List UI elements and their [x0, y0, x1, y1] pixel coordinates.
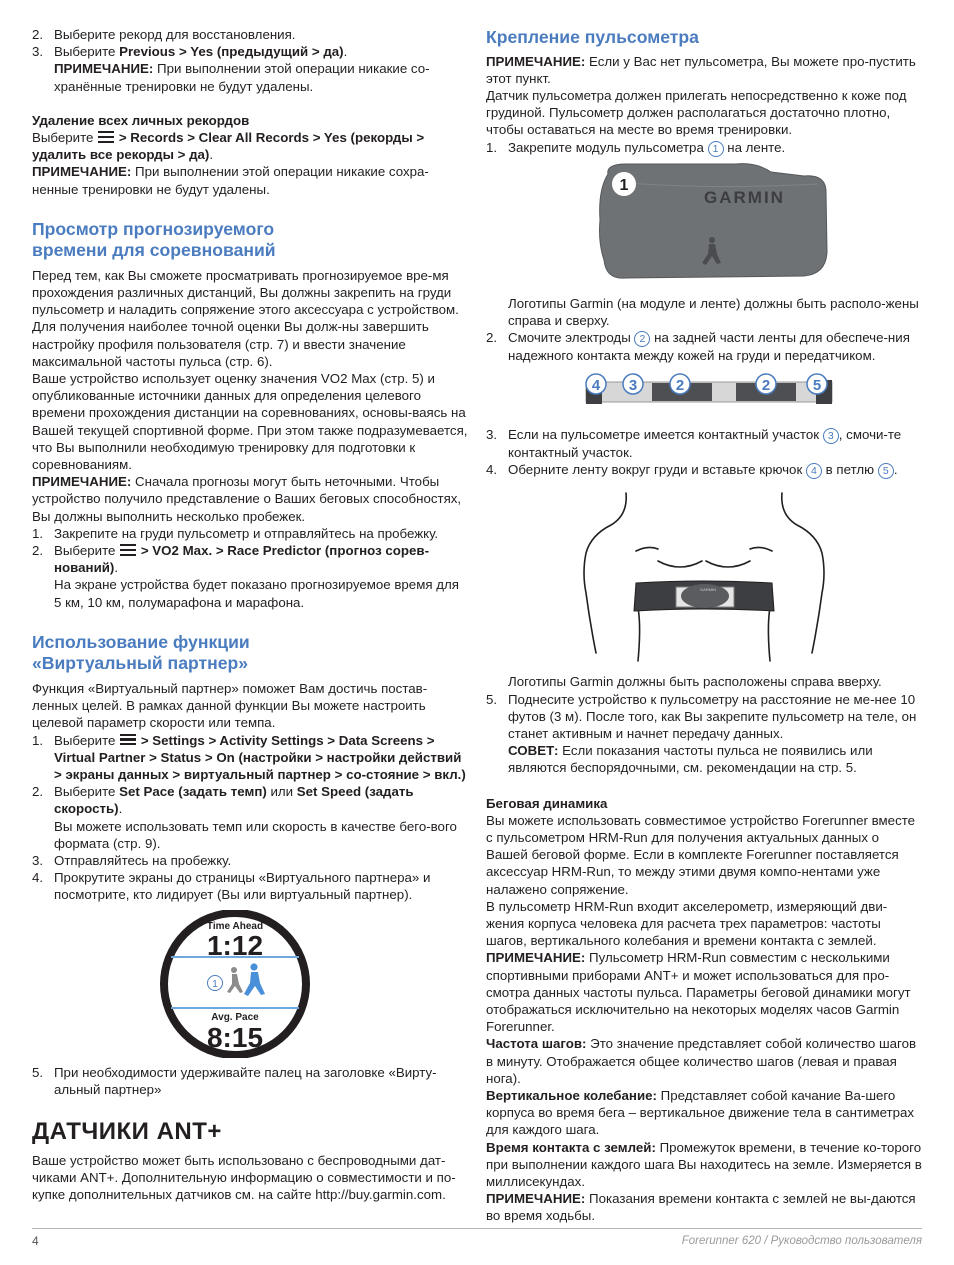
strap-figure [486, 368, 924, 418]
callout-number: 1 [619, 176, 629, 194]
step-text: Выберите [54, 784, 120, 800]
note-text: Если у Вас нет пульсометра, Вы можете про-пустить этот пункт. [486, 53, 916, 86]
callout-4: 4 [806, 463, 822, 479]
svg-text:5: 5 [812, 377, 822, 395]
hrm-steps [486, 139, 924, 157]
list-item [486, 426, 924, 461]
title-line: Использование функции [32, 631, 250, 652]
step-number: 2. [32, 543, 44, 559]
note-label: ПРИМЕЧАНИЕ: [486, 1191, 586, 1207]
step-number: 2. [32, 784, 44, 800]
paragraph: Перед тем, как Вы сможете просматривать прогнозируемое вре-мя прохождения различных дистанций, Вы должны закрепить на груди пульсометр и наладить сопряжение этого аксессуара с устройством. Для получения наиболее точной оценки Вы долж-ны завершить настройку профиля пользователя (стр. 7) и ввести значение максимальной частоты пульса (стр. 6). [32, 267, 459, 369]
menu-icon [97, 131, 115, 143]
section-title [32, 219, 468, 262]
watch-bottom-value: 8:15 [206, 1021, 264, 1053]
race-steps [32, 525, 468, 611]
note-label: ПРИМЕЧАНИЕ: [54, 61, 154, 77]
step-number: 4. [32, 870, 44, 886]
title-line: Просмотр прогнозируемого [32, 218, 275, 239]
hrm-steps-3 [486, 426, 924, 479]
step-text: Выберите [54, 732, 120, 748]
step-number: 2. [486, 329, 498, 345]
step-text: или [266, 784, 297, 800]
strap-garmin-logo: GARMIN [700, 587, 716, 593]
note-text: Показания времени контакта с землей не вы-даются во время ходьбы. [486, 1191, 916, 1224]
menu-path: Set Speed (задать скорость) [54, 784, 414, 817]
page-footer [32, 1228, 922, 1248]
left-column [32, 26, 468, 1204]
step-number: 2. [32, 27, 44, 42]
hrm-steps-4 [486, 691, 924, 777]
caption: Логотипы Garmin (на модуле и ленте) должны быть располо-жены справа и сверху. [508, 295, 919, 328]
note-text: При выполнении этой операции никакие со-хранённые тренировки не будут удалены. [54, 61, 430, 94]
paragraph [32, 129, 468, 163]
list-item [486, 329, 924, 364]
step-number: 5. [32, 1064, 44, 1080]
step-text: . [343, 44, 348, 60]
menu-path: Previous > Yes (предыдущий > да) [119, 44, 344, 60]
page-number: 4 [32, 1234, 39, 1248]
step-number: 3. [32, 852, 44, 868]
step-number: 3. [486, 427, 498, 443]
step-text: . [114, 560, 119, 576]
callout-5: 5 [878, 463, 894, 479]
step-text: Закрепите модуль пульсометра [508, 139, 708, 155]
menu-path: Set Pace (задать темп) [119, 784, 267, 800]
definition-cadence [486, 1035, 924, 1087]
step-subtext: На экране устройства будет показано прогнозируемое время для 5 км, 10 км, полумарафона и марафона. [54, 577, 459, 610]
caption: Логотипы Garmin должны быть расположены справа вверху. [508, 674, 882, 690]
step-text: . [893, 462, 898, 478]
menu-path: > Settings > Activity Settings > Data Screens > Virtual Partner > Status > On (настройки > настройки действий > экраны данных > виртуальный партнер > со-стояние > вкл.) [54, 732, 466, 782]
note [32, 473, 468, 525]
step-text: Выберите [54, 543, 120, 559]
list-item [32, 869, 468, 903]
menu-icon [119, 734, 137, 746]
step-text: При необходимости удерживайте палец на заголовке «Вирту-альный партнер» [54, 1064, 437, 1097]
definition: Это значение представляет собой количество шагов в минуту. Отображается общее количество шагов (левая и правая нога). [486, 1036, 917, 1086]
list-item [32, 43, 468, 95]
list-item [32, 26, 468, 43]
definition: Представляет собой качание Ва-шего корпуса во время бега – вертикальное движение тела в сантиметрах для каждого шага. [486, 1088, 915, 1138]
vp-steps [32, 732, 468, 904]
footer-title: Forerunner 620 / Руководство пользователя [681, 1235, 922, 1247]
callout-3: 3 [823, 428, 839, 444]
paragraph: Ваше устройство может быть использовано с беспроводными дат-чиками ANT+. Дополнительную информацию о совместимости и по-купке дополнительных датчиков см. на сайте http://buy.garmin.com. [32, 1152, 456, 1203]
step-text: на задней части ленты для обеспече-ния надежного контакта между кожей на груди и передатчиком. [508, 329, 910, 363]
step-text: Прокрутите экраны до страницы «Виртуального партнера» и посмотрите, кто лидирует (Вы или виртуальный партнер). [54, 870, 431, 903]
step-text: , смочи-те контактный участок. [508, 427, 902, 461]
step-text: Выберите [54, 44, 120, 60]
step-text: Если на пульсометре имеется контактный участок [508, 427, 823, 443]
step-text: Оберните ленту вокруг груди и вставьте крючок [508, 462, 806, 478]
note-label: ПРИМЕЧАНИЕ: [486, 53, 586, 69]
strap-callout-3 [623, 374, 643, 394]
svg-text:4: 4 [591, 377, 601, 395]
note-label: ПРИМЕЧАНИЕ: [32, 474, 132, 490]
strap-callout-4 [586, 374, 606, 394]
paragraph: Вы можете использовать совместимое устройство Forerunner вместе с пульсометром HRM-Run для получения актуальных данных о Вашей беговой форме. Если в комплекте Forerunner поставляется аксессуар HRM-Run, то между этими двумя компо-нентами уже налажено сопряжение. [486, 812, 916, 897]
section-title: Крепление пульсометра [486, 27, 699, 47]
step-text: в петлю [821, 462, 878, 478]
note [486, 53, 924, 87]
note-text: Сначала прогнозы могут быть неточными. Чтобы устройство получило представление о Ваших беговых способностях, Вы должны выполнить несколько пробежек. [32, 474, 462, 524]
definition: Промежуток времени, в течение ко-торого при выполнении каждого шага Вы находитесь на земле. Измеряется в миллисекундах. [486, 1139, 922, 1190]
step-number: 1. [486, 139, 498, 155]
note-text: При выполнении этой операции никакие сохра-ненные тренировки не будут удалены. [32, 164, 429, 197]
step-text: Смочите электроды [508, 329, 635, 345]
step-text: на ленте. [723, 139, 786, 155]
text: Выберите [32, 130, 98, 146]
right-column [486, 27, 924, 1225]
list-item [486, 691, 924, 777]
tip-label: СОВЕТ: [508, 743, 559, 759]
step-number: 4. [486, 462, 498, 478]
step-number: 1. [32, 732, 44, 748]
paragraph: Датчик пульсометра должен прилегать непосредственно к коже под грудиной. Пульсометр должен располагаться достаточно плотно, чтобы оставаться на месте во время тренировки. [486, 87, 907, 138]
step-number: 3. [32, 44, 44, 60]
title-line: времени для соревнований [32, 240, 276, 261]
chapter-title: ДАТЧИКИ ANT+ [32, 1117, 222, 1145]
callout-1: 1 [708, 141, 724, 157]
hrm-module-figure [486, 162, 924, 287]
garmin-logo: GARMIN [704, 187, 785, 207]
title-line: «Виртуальный партнер» [32, 653, 249, 674]
hrm-steps-2 [486, 329, 924, 364]
list-item [32, 1064, 468, 1098]
term: Время контакта с землей: [486, 1139, 656, 1155]
note-label: ПРИМЕЧАНИЕ: [32, 164, 132, 180]
callout-2: 2 [634, 331, 650, 347]
note-label: ПРИМЕЧАНИЕ: [486, 950, 586, 966]
svg-text:3: 3 [628, 377, 638, 395]
term: Частота шагов: [486, 1036, 587, 1052]
paragraph: Функция «Виртуальный партнер» поможет Вам достичь постав-ленных целей. В рамках данной функции Вы можете настроить целевой параметр скорости или темпа. [32, 680, 428, 731]
svg-text:2: 2 [675, 377, 685, 395]
step-text: Отправляйтесь на пробежку. [54, 852, 232, 868]
watch-top-label: Time Ahead [206, 920, 264, 932]
step-text: Закрепите на груди пульсометр и отправляйтесь на пробежку. [54, 525, 439, 541]
step-text: Выберите рекорд для восстановления. [54, 27, 296, 42]
step-text: Поднесите устройство к пульсометру на расстояние не ме-нее 10 футов (3 м). После того, как Вы закрепите пульсометр на теле, он станет активным и начнет передачу данных. [508, 691, 917, 741]
note [32, 163, 468, 197]
list-item [32, 542, 468, 611]
step-text: . [118, 801, 123, 817]
list-item [486, 461, 924, 479]
list-item [32, 783, 468, 852]
menu-icon [119, 544, 137, 556]
term: Вертикальное колебание: [486, 1088, 657, 1103]
tip-text: Если показания частоты пульса не появились или являются беспорядочными, см. рекомендации на стр. 5. [508, 743, 873, 776]
menu-path: > Records > Clear All Records > Yes (рекорды > удалить все рекорды > да) [32, 130, 425, 163]
list-item [32, 525, 468, 542]
torso-outline [584, 493, 824, 661]
svg-text:2: 2 [761, 377, 771, 395]
restore-steps [32, 26, 468, 95]
section-title [32, 632, 468, 675]
strap-callout-2b [756, 374, 776, 394]
note-text: Пульсометр HRM-Run совместим с несколькими спортивными приборами ANT+ и может использоваться для про-смотра данных частоты пульса. Параметры беговой динамики могут отображаться исключительно на некоторых моделях часов Garmin Forerunner. [486, 950, 911, 1035]
step-number: 1. [32, 525, 44, 541]
paragraph: Ваше устройство использует оценку значения VO2 Max (стр. 5) и опубликованные источники данных для определения целевого времени прохождения дистанции на соревнованиях, основы-ваясь на Вашей текущей спортивной форме. При этом также подразумевается, что Вы выполнили необходимую тренировку для подготовки к соревнованиям. [32, 371, 468, 473]
step-number: 5. [486, 691, 498, 707]
callout-number: 1 [212, 978, 218, 990]
watch-figure [32, 910, 468, 1058]
note [486, 949, 924, 1035]
vp-steps-cont [32, 1064, 468, 1098]
paragraph: В пульсометр HRM-Run входит акселерометр, измеряющий дви-жения корпуса человека для расчета трех параметров: частоты шагов, вертикального колебания и времени контакта с землей. [486, 898, 888, 949]
note [486, 1190, 924, 1224]
section-heading: Беговая динамика [486, 795, 608, 811]
list-item [486, 139, 924, 157]
list-item [32, 852, 468, 869]
watch-top-value: 1:12 [206, 929, 264, 961]
text: . [209, 147, 214, 163]
torso-figure [486, 483, 924, 669]
definition-vertical-oscillation [486, 1087, 924, 1139]
step-subtext: Вы можете использовать темп или скорость в качестве бего-вого формата (стр. 9). [54, 818, 457, 851]
list-item [32, 732, 468, 784]
strap-callout-2a [670, 374, 690, 394]
watch-bottom-label: Avg. Pace [211, 1011, 259, 1023]
menu-path: > VO2 Max. > Race Predictor (прогноз сорев-нований) [54, 543, 430, 576]
strap-callout-5 [807, 374, 827, 394]
section-heading: Удаление всех личных рекордов [32, 112, 250, 128]
definition-ground-contact [486, 1139, 924, 1191]
